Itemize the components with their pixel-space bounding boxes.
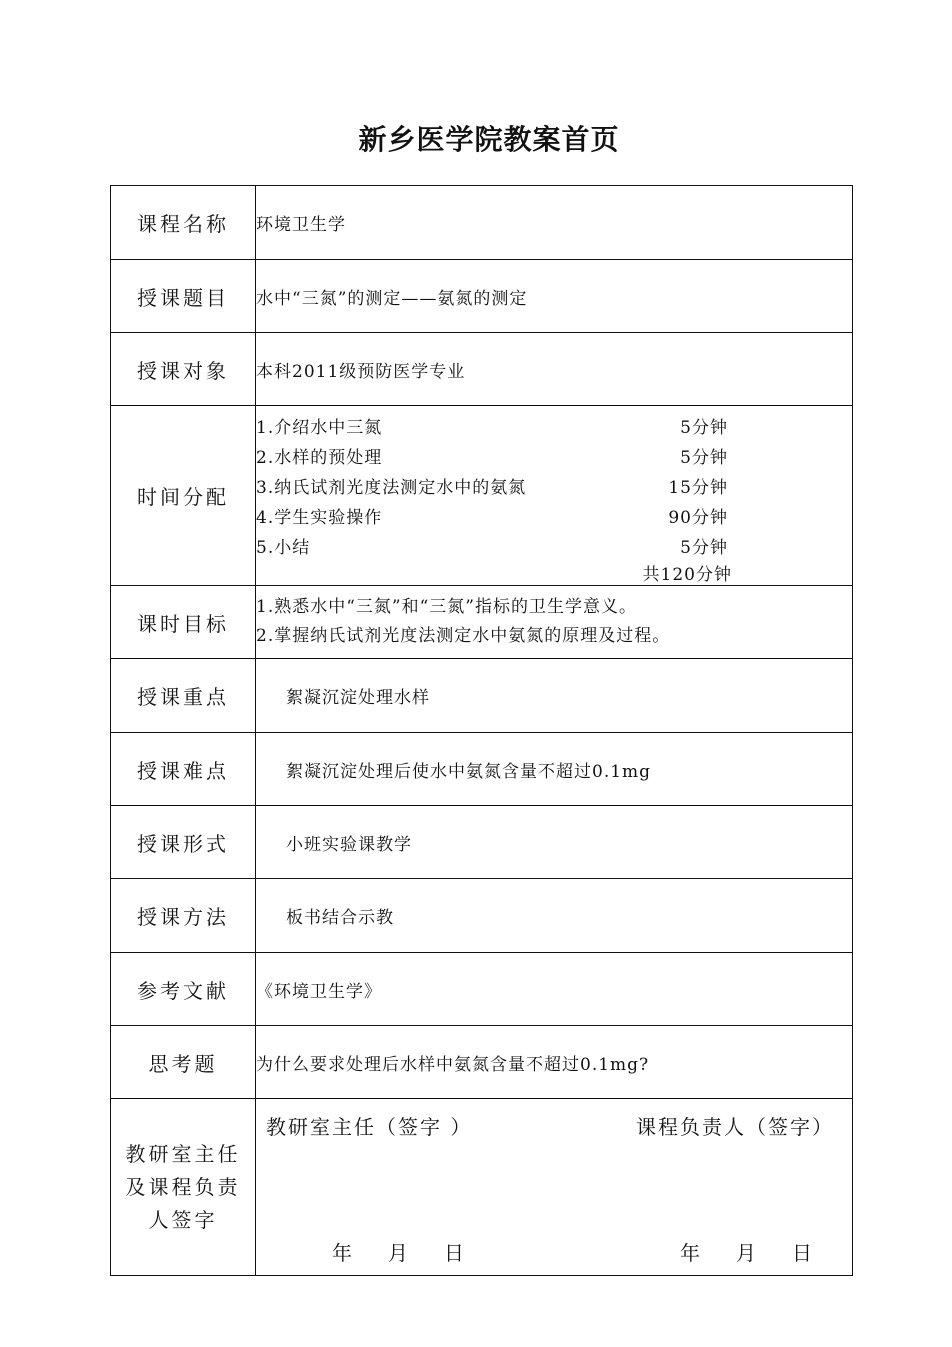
value-objectives (256, 586, 853, 659)
value-method: 板书结合示教 (256, 879, 853, 953)
row-form (111, 806, 853, 879)
value-time-allocation (256, 406, 853, 586)
value-references: 《环境卫生学》 (256, 953, 853, 1026)
date-month: 月 (388, 1241, 410, 1265)
label-references: 参考文献 (111, 953, 256, 1026)
value-form: 小班实验课教学 (256, 806, 853, 879)
director-signature-date (332, 1237, 466, 1266)
label-method: 授课方法 (111, 879, 256, 953)
list-item (256, 440, 852, 470)
row-topic (111, 260, 853, 333)
row-signatures (111, 1099, 853, 1276)
course-lead-signature-label: 课程负责人（签字） (636, 1115, 834, 1139)
label-signatures (111, 1099, 256, 1276)
value-audience: 本科2011级预防医学专业 (256, 333, 853, 406)
director-signature-label: 教研室主任（签字 ） (266, 1115, 473, 1139)
date-month: 月 (736, 1241, 758, 1265)
list-item (256, 410, 852, 440)
allocation-item-name: 2.水样的预处理 (256, 447, 383, 468)
allocation-item-name: 3.纳氏试剂光度法测定水中的氨氮 (256, 477, 527, 498)
date-year: 年 (332, 1241, 354, 1265)
value-questions: 为什么要求处理后水样中氨氮含量不超过0.1mg? (256, 1026, 853, 1099)
allocation-item-duration: 90分钟 (668, 507, 728, 528)
value-key-points: 絮凝沉淀处理水样 (256, 659, 853, 733)
label-course-name: 课程名称 (111, 186, 256, 260)
label-topic: 授课题目 (111, 260, 256, 333)
allocation-item-duration: 5分钟 (680, 537, 728, 558)
label-questions: 思考题 (111, 1026, 256, 1099)
allocation-item-name: 1.介绍水中三氮 (256, 417, 383, 438)
time-allocation-list (256, 406, 852, 585)
row-questions (111, 1026, 853, 1099)
row-audience (111, 333, 853, 406)
row-course-name (111, 186, 853, 260)
row-method (111, 879, 853, 953)
signature-label-line: 教研室主任 (125, 1141, 241, 1166)
objective-line: 2.掌握纳氏试剂光度法测定水中氨氮的原理及过程。 (256, 626, 671, 646)
date-year: 年 (680, 1241, 702, 1265)
date-day: 日 (444, 1241, 466, 1265)
value-topic: 水中“三氮”的测定——氨氮的测定 (256, 260, 853, 333)
row-time-allocation (111, 406, 853, 586)
allocation-item-name: 5.小结 (256, 537, 311, 558)
label-difficulties: 授课难点 (111, 733, 256, 806)
list-item (256, 500, 852, 530)
label-audience: 授课对象 (111, 333, 256, 406)
label-objectives: 课时目标 (111, 586, 256, 659)
row-key-points (111, 659, 853, 733)
label-key-points: 授课重点 (111, 659, 256, 733)
list-item (256, 470, 852, 500)
objective-line: 1.熟悉水中“三氮”和“三氮”指标的卫生学意义。 (256, 597, 637, 617)
allocation-item-duration: 5分钟 (680, 417, 728, 438)
date-day: 日 (792, 1241, 814, 1265)
signature-label-line: 人签字 (148, 1207, 218, 1232)
allocation-item-duration: 5分钟 (680, 447, 728, 468)
value-signatures (256, 1099, 853, 1276)
allocation-item-duration: 15分钟 (668, 477, 728, 498)
allocation-item-name: 4.学生实验操作 (256, 507, 383, 528)
label-time-allocation: 时间分配 (111, 406, 256, 586)
row-objectives (111, 586, 853, 659)
row-difficulties (111, 733, 853, 806)
list-item (256, 530, 852, 560)
row-references (111, 953, 853, 1026)
value-difficulties: 絮凝沉淀处理后使水中氨氮含量不超过0.1mg (256, 733, 853, 806)
lesson-plan-table (110, 185, 853, 1276)
allocation-total (256, 560, 852, 585)
value-course-name: 环境卫生学 (256, 186, 853, 260)
course-lead-signature-date (680, 1237, 814, 1266)
page-title: 新乡医学院教案首页 (358, 123, 620, 156)
allocation-total-text: 共120分钟 (642, 565, 732, 585)
signature-label-line: 及课程负责 (125, 1174, 241, 1199)
label-form: 授课形式 (111, 806, 256, 879)
